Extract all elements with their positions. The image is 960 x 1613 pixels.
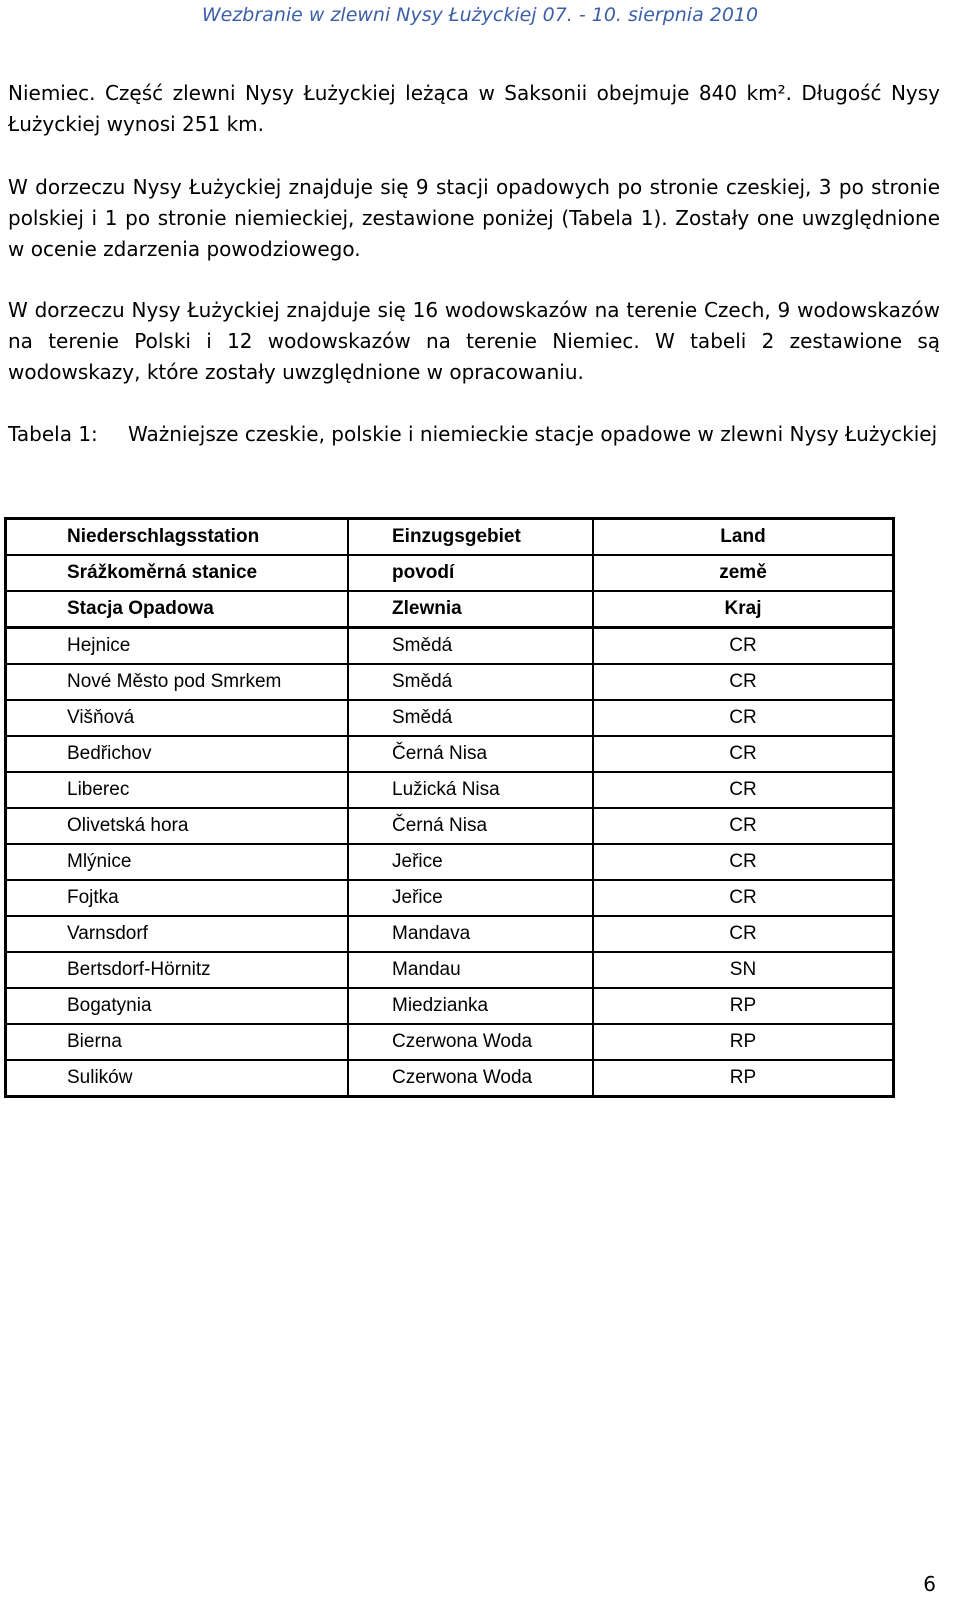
paragraph-basin-area: Niemiec. Część zlewni Nysy Łużyckiej leżąca w Saksonii obejmuje 840 km². Długość Nysy Łużyckiej wynosi 251 km. xyxy=(8,81,940,136)
station-cell: Mlýnice xyxy=(6,844,349,880)
country-cell: CR xyxy=(593,844,894,880)
country-cell: RP xyxy=(593,1024,894,1060)
station-cell: Višňová xyxy=(6,700,349,736)
basin-cell: Černá Nisa xyxy=(348,736,593,772)
header-cell: Stacja Opadowa xyxy=(6,591,349,628)
table-header-row xyxy=(6,591,894,628)
table-row xyxy=(6,808,894,844)
country-cell: CR xyxy=(593,664,894,700)
table-header-row xyxy=(6,555,894,591)
table-row xyxy=(6,952,894,988)
station-cell: Nové Město pod Smrkem xyxy=(6,664,349,700)
header-cell: Einzugsgebiet xyxy=(348,519,593,556)
station-cell: Bierna xyxy=(6,1024,349,1060)
header-cell: povodí xyxy=(348,555,593,591)
basin-cell: Černá Nisa xyxy=(348,808,593,844)
basin-cell: Czerwona Woda xyxy=(348,1060,593,1097)
table-row xyxy=(6,664,894,700)
station-cell: Bedřichov xyxy=(6,736,349,772)
station-cell: Varnsdorf xyxy=(6,916,349,952)
basin-cell: Czerwona Woda xyxy=(348,1024,593,1060)
country-cell: CR xyxy=(593,880,894,916)
basin-cell: Miedzianka xyxy=(348,988,593,1024)
table-row xyxy=(6,988,894,1024)
country-cell: RP xyxy=(593,988,894,1024)
station-cell: Olivetská hora xyxy=(6,808,349,844)
header-cell: země xyxy=(593,555,894,591)
header-cell: Srážkoměrná stanice xyxy=(6,555,349,591)
table-row xyxy=(6,844,894,880)
basin-cell: Smědá xyxy=(348,700,593,736)
table-row xyxy=(6,772,894,808)
table-header-row xyxy=(6,519,894,556)
country-cell: SN xyxy=(593,952,894,988)
country-cell: RP xyxy=(593,1060,894,1097)
table-row xyxy=(6,628,894,665)
station-cell: Liberec xyxy=(6,772,349,808)
caption-label: Tabela 1: xyxy=(8,422,98,446)
country-cell: CR xyxy=(593,628,894,665)
station-cell: Sulików xyxy=(6,1060,349,1097)
basin-cell: Smědá xyxy=(348,628,593,665)
station-cell: Bertsdorf-Hörnitz xyxy=(6,952,349,988)
table-row xyxy=(6,916,894,952)
table-row xyxy=(6,1024,894,1060)
header-cell: Zlewnia xyxy=(348,591,593,628)
basin-cell: Lužická Nisa xyxy=(348,772,593,808)
country-cell: CR xyxy=(593,772,894,808)
paragraph-rain-stations: W dorzeczu Nysy Łużyckiej znajduje się 9 stacji opadowych po stronie czeskiej, 3 po stronie polskiej i 1 po stronie niemieckiej, zestawione poniżej (Tabela 1). Zostały one uwzględnione w ocenie zdarzenia powodziowego. xyxy=(8,175,940,261)
table-row xyxy=(6,700,894,736)
header-cell: Land xyxy=(593,519,894,556)
header-cell: Kraj xyxy=(593,591,894,628)
station-cell: Bogatynia xyxy=(6,988,349,1024)
country-cell: CR xyxy=(593,916,894,952)
header-cell: Niederschlagsstation xyxy=(6,519,349,556)
basin-cell: Mandava xyxy=(348,916,593,952)
table-row xyxy=(6,1060,894,1097)
country-cell: CR xyxy=(593,700,894,736)
basin-cell: Smědá xyxy=(348,664,593,700)
table-row xyxy=(6,880,894,916)
caption-text: Ważniejsze czeskie, polskie i niemieckie stacje opadowe w zlewni Nysy Łużyckiej xyxy=(128,422,938,446)
basin-cell: Mandau xyxy=(348,952,593,988)
table-row xyxy=(6,736,894,772)
station-cell: Fojtka xyxy=(6,880,349,916)
station-cell: Hejnice xyxy=(6,628,349,665)
basin-cell: Jeřice xyxy=(348,844,593,880)
basin-cell: Jeřice xyxy=(348,880,593,916)
page-number: 6 xyxy=(923,1572,936,1596)
paragraph-water-gauges: W dorzeczu Nysy Łużyckiej znajduje się 16 wodowskazów na terenie Czech, 9 wodowskazów na terenie Polski i 12 wodowskazów na terenie Niemiec. W tabeli 2 zestawione są wodowskazy, które zostały uwzględnione w opracowaniu. xyxy=(8,298,940,384)
page-header: Wezbranie w zlewni Nysy Łużyckiej 07. - 10. sierpnia 2010 xyxy=(201,4,759,26)
country-cell: CR xyxy=(593,736,894,772)
country-cell: CR xyxy=(593,808,894,844)
rain-stations-table xyxy=(4,517,895,1098)
table-caption xyxy=(8,419,948,450)
